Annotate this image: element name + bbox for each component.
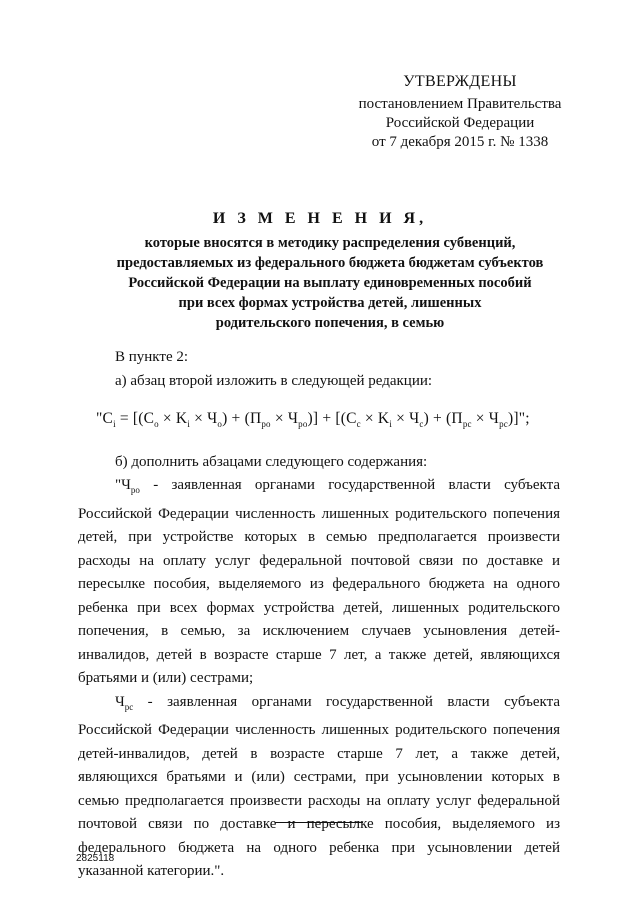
definition-ch-rs: $Ч_{рс}$ - заявленная органами государственной власти субъекта Российской Федерации численность лишенных родительского попечения детей-инвалидов, детей в возрасте старше 7 лет, а также детей, являющихся братьями и (или) сестрами, при усыновлении которых в семью предполагается произвести расходы на оплату услуг федеральной почтовой связи по доставке и пересылке пособия, выделяемого из федерального бюджета на одного ребенка при усыновлении детей указанной категории.".	[78, 693, 560, 880]
approval-line-1: постановлением Правительства	[358, 96, 562, 112]
definition-ch-ro: "$Ч_{ро}$ - заявленная органами государственной власти субъекта Российской Федерации численность лишенных родительского попечения детей, при устройстве которых в семью предполагается произвести расходы на оплату услуг федеральной почтовой связи по доставке и пересылке пособия, выделяемого из федерального бюджета на одного ребенка при всех формах устройства детей, лишенных родительского попечения, в семью, за исключением случаев усыновления детей-инвалидов, детей в возрасте старше 7 лет, а также детей, являющихся братьями и (или) сестрами;	[78, 477, 560, 687]
item-b: б) дополнить абзацами следующего содержания:	[115, 453, 428, 470]
item-intro: В пункте 2:	[115, 349, 189, 365]
document-body	[78, 346, 560, 884]
approval-line-3: от 7 декабря 2015 г. № 1338	[371, 134, 549, 150]
subtitle-line-5: родительского попечения, в семью	[215, 315, 445, 331]
approval-heading: УТВЕРЖДЕНЫ	[403, 73, 517, 90]
document-subtitle	[70, 233, 590, 333]
subtitle-line-2: предоставляемых из федерального бюджета бюджетам субъектов	[116, 255, 544, 271]
subtitle-line-4: при всех формах устройства детей, лишенных	[178, 295, 482, 311]
closing-divider	[275, 822, 363, 823]
item-a: а) абзац второй изложить в следующей редакции:	[115, 372, 433, 389]
document-title: И З М Е Н Е Н И Я,	[212, 210, 428, 227]
subtitle-line-1: которые вносятся в методику распределения субвенций,	[144, 235, 516, 251]
document-code: 2825118	[76, 853, 115, 864]
approval-line-2: Российской Федерации	[385, 115, 535, 131]
subtitle-line-3: Российской Федерации на выплату единовременных пособий	[128, 275, 532, 291]
formula: "$C_i = [(C_о \times K_i \times Ч_о) + (П_{ро} \times Ч_{ро})] + [(C_с \times K_i \times Ч_с) + (П_{рс} \times Ч_{рс})]$";	[96, 410, 530, 430]
approval-block	[330, 72, 590, 152]
